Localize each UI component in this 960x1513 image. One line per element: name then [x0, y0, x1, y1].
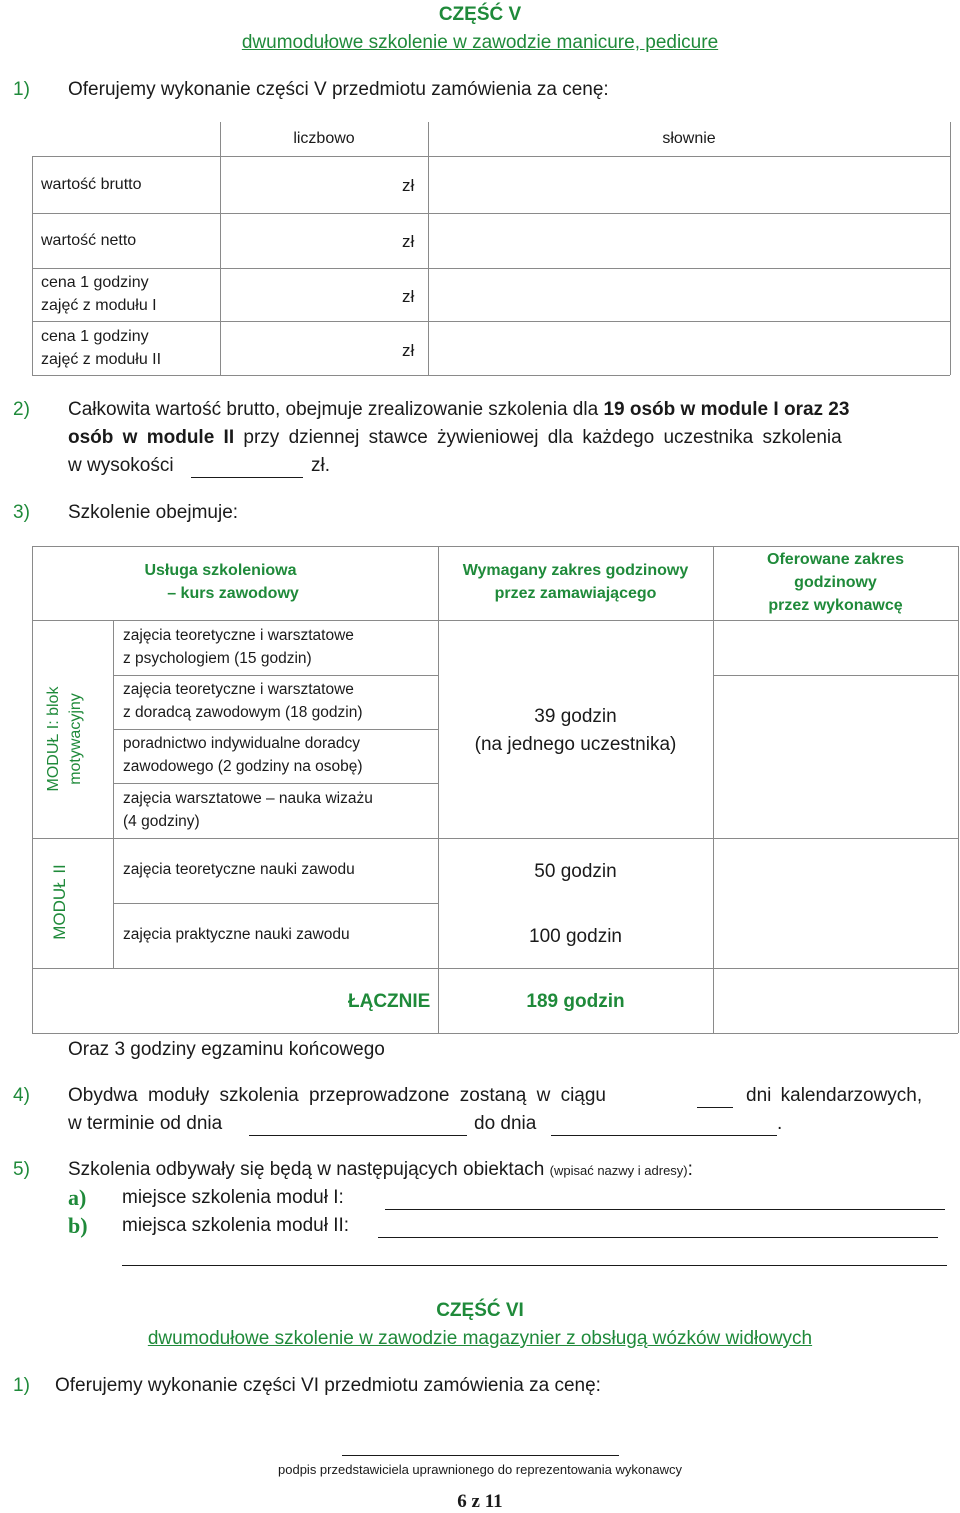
location-module1-blank[interactable] [385, 1209, 945, 1210]
module2-label: MODUŁ II [50, 864, 69, 940]
module1-row: zawodowego (2 godziny na osobę) [123, 758, 363, 775]
module1-label: MODUŁ I: blok motywacyjny [45, 686, 84, 792]
location-module2-blank-extra[interactable] [122, 1265, 947, 1266]
col-header-required-hours: przez zamawiającego [494, 585, 657, 602]
row-label: wartość brutto [41, 176, 142, 193]
location-module2-blank[interactable] [378, 1237, 938, 1238]
module1-row: zajęcia teoretyczne i warsztatowe [123, 627, 354, 644]
item4-line2-c: . [777, 1113, 783, 1134]
item2-line2: osób w module II przy dziennej stawce żywieniowej dla każdego uczestnika szkolenia [68, 427, 842, 448]
item1-text: Oferujemy wykonanie części V przedmiotu zamówienia za cenę: [68, 79, 609, 100]
item4-line1-b: dni kalendarzowych, [746, 1085, 923, 1106]
part5-title: CZĘŚĆ V [438, 4, 522, 25]
module1-row: (4 godziny) [123, 813, 200, 830]
days-blank[interactable] [697, 1107, 733, 1108]
module1-row: poradnictwo indywidualne doradcy [123, 735, 360, 752]
col-header-service: Usługa szkoleniowa [144, 562, 297, 579]
row-label: wartość netto [41, 232, 137, 249]
col-header-numeric: liczbowo [293, 130, 355, 147]
part5-subtitle: dwumodułowe szkolenie w zawodzie manicure, pedicure [241, 32, 719, 53]
item2-line3-b: zł. [311, 455, 330, 476]
signature-line [342, 1455, 619, 1456]
col-header-required-hours: Wymagany zakres godzinowy [462, 562, 689, 579]
item-number: 5) [13, 1159, 30, 1180]
part6-item1-text: Oferujemy wykonanie części VI przedmiotu zamówienia za cenę: [55, 1375, 601, 1396]
item-number: 1) [13, 1375, 30, 1396]
module1-hours: 39 godzin [534, 706, 617, 727]
module1-row: zajęcia warsztatowe – nauka wizażu [123, 790, 373, 807]
module1-row: z psychologiem (15 godzin) [123, 650, 312, 667]
module1-row: z doradcą zawodowym (18 godzin) [123, 704, 363, 721]
part6-subtitle: dwumodułowe szkolenie w zawodzie magazynier z obsługą wózków widłowych [147, 1328, 813, 1349]
page-number: 6 z 11 [457, 1491, 503, 1512]
subitem-b-label: b) [68, 1213, 88, 1238]
amount-blank[interactable] [191, 477, 303, 478]
item5-text: Szkolenia odbywały się będą w następujących obiektach (wpisać nazwy i adresy): [68, 1159, 693, 1180]
currency-unit: zł [402, 176, 415, 195]
row-label: zajęć z modułu II [41, 351, 162, 368]
subitem-a-label: a) [68, 1185, 87, 1210]
subitem-b-text: miejsca szkolenia moduł II: [122, 1215, 350, 1236]
col-header-offered-hours: przez wykonawcę [768, 597, 903, 614]
item2-line1: Całkowita wartość brutto, obejmuje zrealizowanie szkolenia dla 19 osób w module I oraz 23 [68, 399, 850, 420]
exam-note: Oraz 3 godziny egzaminu końcowego [68, 1039, 385, 1060]
item-number: 2) [13, 399, 30, 420]
item4-line2-b: do dnia [474, 1113, 537, 1134]
subitem-a-text: miejsce szkolenia moduł I: [122, 1187, 344, 1208]
col-header-offered-hours: Oferowane zakres [767, 551, 904, 568]
module2-row: zajęcia praktyczne nauki zawodu [123, 926, 350, 943]
part6-title: CZĘŚĆ VI [436, 1300, 524, 1321]
item4-line1-a: Obydwa moduły szkolenia przeprowadzone zostaną w ciągu [68, 1085, 606, 1106]
col-header-words: słownie [662, 130, 716, 147]
item-number: 1) [13, 79, 30, 100]
signature-caption: podpis przedstawiciela uprawnionego do reprezentowania wykonawcy [278, 1462, 682, 1477]
item2-line3-a: w wysokości [68, 455, 174, 476]
item-number: 3) [13, 502, 30, 523]
date-from-blank[interactable] [249, 1135, 467, 1136]
currency-unit: zł [402, 341, 415, 360]
module1-hours: (na jednego uczestnika) [474, 734, 677, 755]
module2-row: zajęcia teoretyczne nauki zawodu [123, 861, 355, 878]
item-number: 4) [13, 1085, 30, 1106]
item4-line2-a: w terminie od dnia [68, 1113, 223, 1134]
row-label: zajęć z modułu I [41, 297, 157, 314]
row-label: cena 1 godziny [41, 328, 149, 345]
total-hours: 189 godzin [526, 991, 625, 1012]
total-label: ŁĄCZNIE [348, 991, 431, 1012]
date-to-blank[interactable] [551, 1135, 777, 1136]
col-header-offered-hours: godzinowy [794, 574, 877, 591]
row-label: cena 1 godziny [41, 274, 149, 291]
module2-hours: 100 godzin [529, 926, 622, 947]
currency-unit: zł [402, 287, 415, 306]
item3-text: Szkolenie obejmuje: [68, 502, 239, 523]
currency-unit: zł [402, 232, 415, 251]
module2-hours: 50 godzin [534, 861, 617, 882]
module1-row: zajęcia teoretyczne i warsztatowe [123, 681, 354, 698]
col-header-service: – kurs zawodowy [167, 585, 299, 602]
